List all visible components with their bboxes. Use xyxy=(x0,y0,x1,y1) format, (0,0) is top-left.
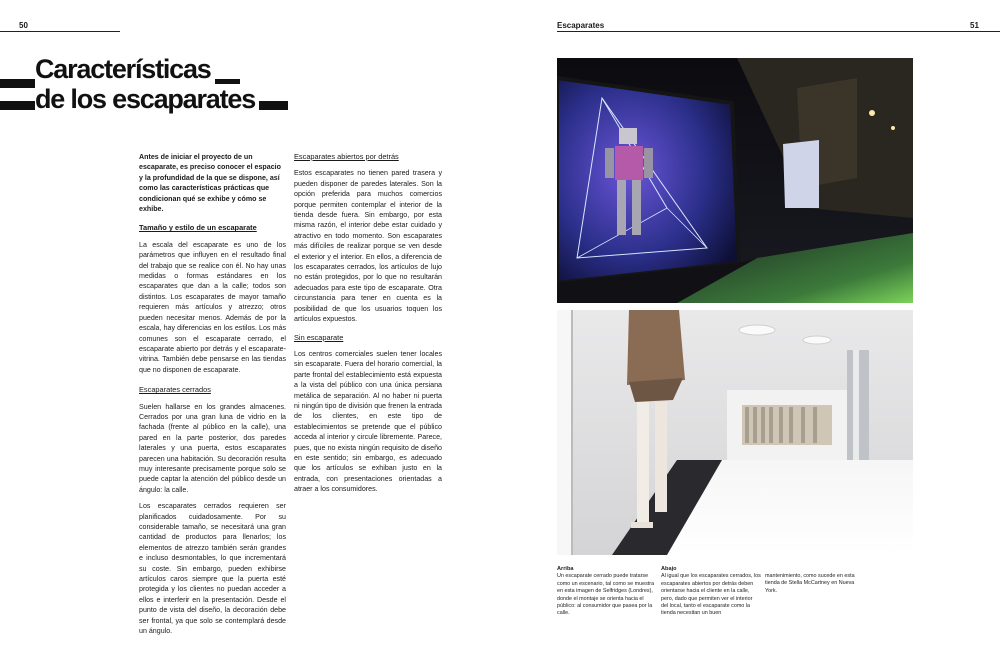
subheading-cerrados: Escaparates cerrados xyxy=(139,385,211,395)
photo-open-back-window xyxy=(557,310,913,555)
subheading-abiertos: Escaparates abiertos por detrás xyxy=(294,152,399,161)
header-rule-right xyxy=(557,31,1000,32)
photo-open-back-window-illustration xyxy=(557,310,913,555)
caption-heading: Abajo xyxy=(661,566,677,572)
header-rule-left xyxy=(0,31,120,32)
paragraph: La escala del escaparate es uno de los parámetros que influyen en el resultado final del trabajo que se realice con él. No hay unas medidas o formas estándares en los escaparates que dan a la calle; todos son distintos. Los escaparates de mayor tamaño requieren más artículos y atrezzo; otros pueden necesitar menos. Además de por la escala, hay diferencias en los estilos. Los más comunes son el escaparate cerrado, el escaparate abierto por detrás y el escaparate-vitrina. También debe pensarse en las tiendas que no disponen de escaparate. xyxy=(139,240,286,374)
paragraph: Los centros comerciales suelen tener locales sin escaparate. Fuera del horario comercial, la parte frontal del establecimiento está expuesta a la vista del público con una única persiana metálica de separación. Al no haber ni puerta ni ningún tipo de división que frenen la entrada de los clientes, en este tipo de establecimientos se pretende que el público acceda al interior y circule libremente. Parece, pues, que no exista ningún requisito de diseño en este sentido; sin embargo, es adecuado que los artículos se exhiban justo en la entrada, con presentaciones orientadas a atraer a los consumidores. xyxy=(294,349,442,494)
subheading-tamano: Tamaño y estilo de un escaparate xyxy=(139,223,257,233)
text-column-1 xyxy=(139,152,286,642)
lead-paragraph: Antes de iniciar el proyecto de un escaparate, es preciso conocer el espacio y la profundidad de la que se dispone, así como las características prácticas que condicionan qué se exhibe y cómo se exhibe. xyxy=(139,153,281,214)
paragraph: Estos escaparates no tienen pared trasera y pueden disponer de paredes laterales. Son la opción preferida para muchos comercios porque permiten contemplar el interior de la tienda desde fuera. Sin embargo, por esta misma razón, el interior debe estar cuidado y atractivo en todo momento. Son escaparates más difíciles de realizar porque se ven desde el exterior y el interior. En ellos, a diferencia de los escaparates cerrados, los artículos de lujo no están protegidos, por lo que no resultarán adecuados para este tipo de escaparate. Otra circunstancia para tener en cuenta es la posibilidad de que los usuarios toquen los artículos expuestos. xyxy=(294,169,442,324)
page-number-left: 50 xyxy=(19,21,28,30)
section-name: Escaparates xyxy=(557,21,605,30)
photo-closed-window-display xyxy=(557,58,913,303)
caption-text: mantenimiento, como sucede en esta tienda de Stella McCartney en Nueva York. xyxy=(765,573,855,594)
paragraph: Los escaparates cerrados requieren ser planificados cuidadosamente. Por su considerable tamaño, se necesitará una gran cantidad de productos para llenarlos; los elementos de atrezzo también serán grandes e incluso desmontables, lo que incrementará su coste. Sin embargo, pueden exhibirse artículos caros siempre que la puerta esté protegida y los clientes no puedan acceder a ellos e interferir en la presentación. Desde el punto de vista del diseño, la decoración debe ser frontal, ya que solo se contemplará desde un ángulo. xyxy=(139,502,286,636)
title-line-1: Características xyxy=(35,54,215,84)
subheading-sin-escaparate: Sin escaparate xyxy=(294,332,344,342)
title-line-2: de los escaparates xyxy=(35,84,259,114)
caption-top-photo xyxy=(557,566,657,618)
page-title xyxy=(35,54,259,114)
caption-bottom-photo-continued xyxy=(765,573,865,595)
photo-closed-window-illustration xyxy=(557,58,913,303)
caption-text: Al igual que los escaparates cerrados, los escaparates abiertos por detrás deben orientarse hacia el cliente en la calle, pero, dado que permiten ver el interior del local, tanto el escaparate como la tienda necesitan un buen xyxy=(661,573,761,617)
caption-bottom-photo xyxy=(661,566,761,618)
caption-heading: Arriba xyxy=(557,566,574,572)
paragraph: Suelen hallarse en los grandes almacenes. Cerrados por una gran luna de vidrio en la fachada (frente al público en la calle), una pared en la parte posterior, dos paredes laterales y una puerta, estos escaparates parecen una habitación. Su decoración resulta muy interesante precisamente porque solo se puede captar la atención del público desde un ángulo: la calle. xyxy=(139,402,286,494)
caption-text: Un escaparate cerrado puede tratarse como un escenario, tal como se muestra en esta imagen de Selfridges (Londres), donde el montaje se orienta hacia el público: al consumidor que pasea por la calle. xyxy=(557,573,655,617)
text-column-2 xyxy=(294,152,442,501)
page-number-right: 51 xyxy=(970,21,979,30)
